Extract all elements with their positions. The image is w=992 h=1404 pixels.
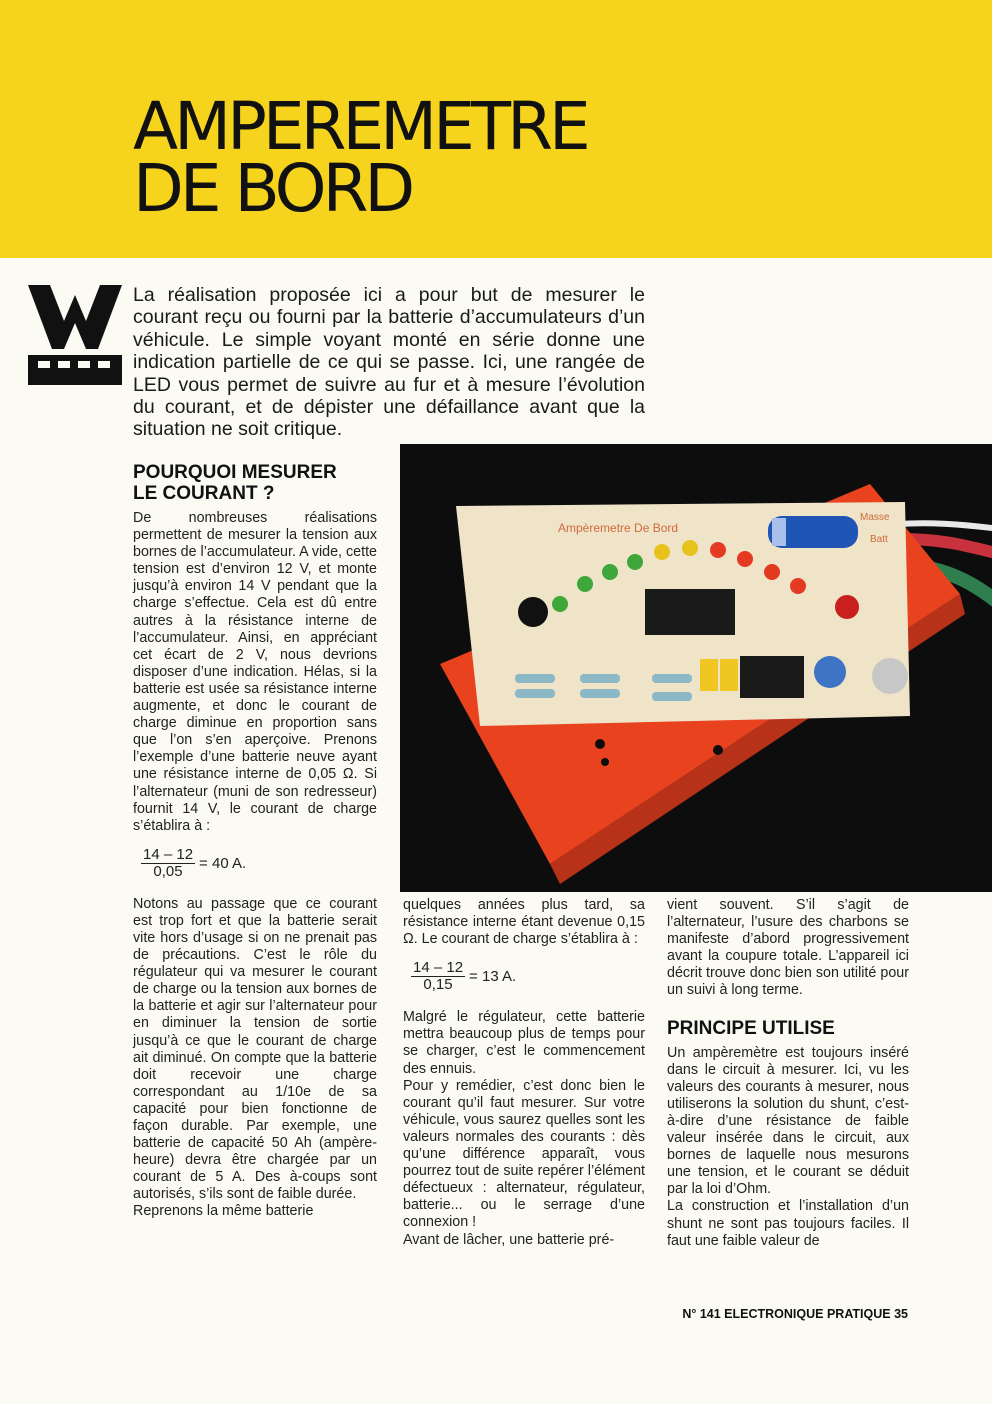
paragraph: Notons au passage que ce courant est trop fort et que la batterie serait vite hors d’usage si on ne prenait pas de précautions. C’est le rôle du régulateur qui va mesurer le courant de charge ou la tension aux bornes de la batterie et agir sur l’alternateur pour en diminuer la tension de sortie jusqu’à ce que le courant de charge ait diminué. On compte que la batterie doit recevoir une charge correspondant au 1/10e de sa capacité pour bien fonctionne de façon durable. Par exemple, une batterie de capacité 50 Ah (ampère-heure) devra être chargée par un courant de 5 A. Des à-coups sont autorisés, s’ils sont de faible durée.: [133, 895, 377, 1203]
formula-numerator: 14 – 12: [413, 959, 464, 977]
column-3: [667, 897, 909, 1250]
section-heading-principe: PRINCIPE UTILISE: [667, 1017, 835, 1039]
led: [602, 564, 618, 580]
led: [764, 564, 780, 580]
pcb-label: Ampèremetre De Bord: [558, 521, 679, 535]
led: [790, 578, 806, 594]
paragraph: vient souvent. S’il s’agit de l’alternateur, l’usure des charbons se manifeste d’abord progressivement avant la coupure totale. L’appareil ici décrit trouve donc bien son utilité pour un suivi à long terme.: [667, 897, 909, 999]
paragraph: De nombreuses réalisations permettent de mesurer la tension aux bornes de l’accumulateur. A vide, cette tension est d’environ 12 V, et monte jusqu’à environ 14 V pendant que la charge s’effectue. Cela est dû entre autres à la résistance interne de l’accumulateur. Ainsi, en appréciant cet écart de 2 V, nous devrions disposer d’une indication. Hélas, si la batterie est usée sa résistance interne augmente, et donc le courant de charge diminue en proportion sans que l’on s’en aperçoive. Prenons l’exemple d’une batterie neuve ayant une résistance interne de 0,05 Ω. Si l’alternateur (muni de son redresseur) fournit 14 V, le courant de charge s’établira à :: [133, 510, 377, 834]
paragraph: Malgré le régulateur, cette batterie mettra beaucoup plus de temps pour se charger, c’est le commencement des ennuis.: [403, 1009, 645, 1077]
paragraph: Pour y remédier, c’est donc bien le courant qu’il faut mesurer. Sur votre véhicule, vous saurez quelles sont les valeurs normales des courants : dès qu’une différence apparaît, vous pourrez tout de suite repérer l’élément défectueux : alternateur, régulateur, batterie... ou le serrage d’une connexion !: [403, 1077, 645, 1231]
w-logo-icon: [28, 285, 122, 385]
paragraph: quelques années plus tard, sa résistance interne étant devenue 0,15 Ω. Le courant de charge s’établira à :: [403, 897, 645, 948]
led: [682, 540, 698, 556]
ic-chip: [740, 656, 804, 698]
led: [737, 551, 753, 567]
column-1: [133, 462, 377, 1221]
batt-label: Batt: [870, 534, 888, 545]
page-footer: N° 141 ELECTRONIQUE PRATIQUE 35: [682, 1307, 908, 1321]
formula-result: = 13 A.: [469, 968, 517, 986]
formula-40a: [141, 847, 377, 880]
led: [552, 596, 568, 612]
formula-result: = 40 A.: [199, 854, 247, 872]
page-title: [133, 88, 587, 227]
formula-13a: [411, 960, 645, 993]
led: [654, 544, 670, 560]
ic-chip: [645, 589, 735, 635]
formula-numerator: 14 – 12: [143, 845, 194, 863]
paragraph: Reprenons la même batterie: [133, 1203, 314, 1220]
intro-paragraph: La réalisation proposée ici a pour but de mesurer le courant reçu ou fourni par la batterie d’accumulateurs d’un véhicule. Le simple voyant monté en série donne une indication partielle de ce qui se passe. Ici, une rangée de LED vous permet de suivre au fur et à mesure l’évolution du courant, et de dépister une défaillance avant que la situation ne soit critique.: [133, 284, 645, 441]
paragraph: Avant de lâcher, une batterie pré-: [403, 1231, 615, 1248]
led: [710, 542, 726, 558]
section-heading-pourquoi: POURQUOI MESURER LE COURANT ?: [133, 462, 337, 504]
formula-denominator: 0,05: [153, 862, 183, 880]
paragraph: La construction et l’installation d’un shunt ne sont pas toujours faciles. Il faut une faible valeur de: [667, 1198, 909, 1249]
title-line-1: AMPEREMETRE: [133, 88, 587, 165]
led: [627, 554, 643, 570]
column-2: [403, 897, 645, 1249]
circuit-board-photo: [400, 444, 992, 892]
masse-label: Masse: [860, 512, 890, 523]
led: [577, 576, 593, 592]
paragraph: Un ampèremètre est toujours inséré dans le circuit à mesurer. Ici, vu les valeurs des courants à mesurer, nous utiliserons la solution du shunt, c’est-à-dire d’une résistance de faible valeur insérée dans le circuit, aux bornes de laquelle nous mesurons une tension, et le courant se déduit par la loi d’Ohm.: [667, 1044, 909, 1198]
title-line-2: DE BORD: [133, 150, 412, 227]
formula-denominator: 0,15: [423, 976, 453, 994]
